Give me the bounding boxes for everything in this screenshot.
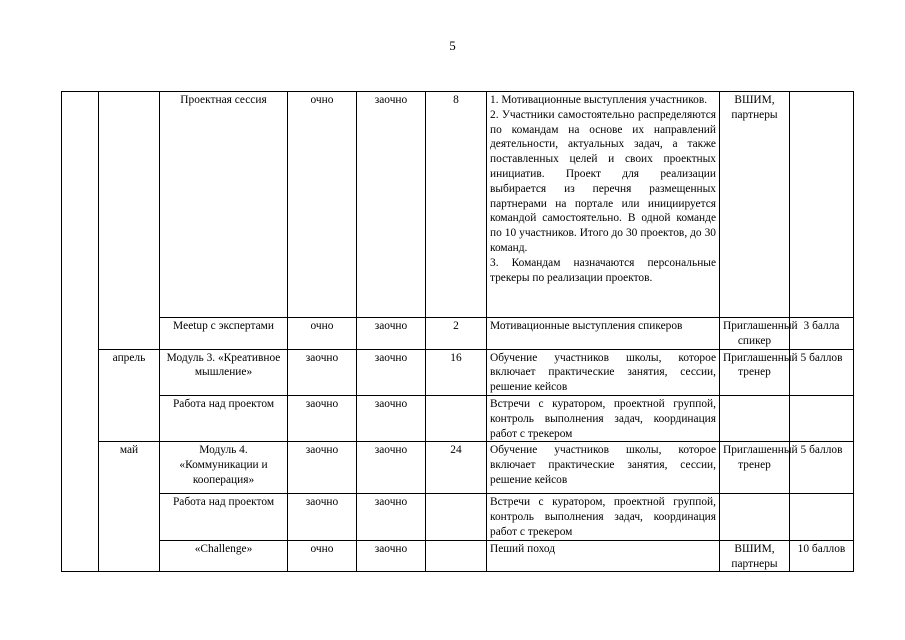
responsible-cell: ВШИМ, партнеры (720, 92, 790, 318)
responsible-cell: Приглашенный тренер (720, 349, 790, 395)
format-cell: очно (288, 318, 357, 350)
description-cell: Пеший поход (487, 540, 720, 572)
hours-cell (426, 395, 487, 441)
mode-cell: заочно (357, 395, 426, 441)
points-cell: 5 баллов (790, 349, 854, 395)
schedule-table (61, 91, 854, 572)
description-cell: Встречи с куратором, проектной группой, контроль выполнения задач, координация работ с трекером (487, 395, 720, 441)
description-cell (487, 92, 720, 318)
format-cell: заочно (288, 494, 357, 540)
responsible-cell: Приглашенный спикер (720, 318, 790, 350)
points-cell (790, 395, 854, 441)
table-row (62, 349, 854, 395)
hours-cell: 24 (426, 442, 487, 494)
activity-cell: Meetup с экспертами (160, 318, 288, 350)
description-line: 2. Участники самостоятельно распределяются по командам на основе их направлений деятельности, актуальных задач, а также поставленных целей и своих проектных инициатив. Проект для реализации выбирается из перечня размещенных партнерами на портале или инициируется командой самостоятельно. В одной команде по 10 участников. Итого до 30 проектов, до 30 команд. (490, 108, 716, 254)
blank-cell (62, 92, 99, 572)
table-row (62, 540, 854, 572)
points-cell (790, 494, 854, 540)
activity-cell: Модуль 4. «Коммуникации и кооперация» (160, 442, 288, 494)
responsible-cell: Приглашенный тренер (720, 442, 790, 494)
table-row (62, 318, 854, 350)
format-cell: заочно (288, 442, 357, 494)
description-line: 3. Командам назначаются персональные трекеры по реализации проектов. (490, 256, 716, 284)
description-cell: Обучение участников школы, которое включает практические занятия, сессии, решение кейсов (487, 442, 720, 494)
responsible-cell: ВШИМ, партнеры (720, 540, 790, 572)
table-row (62, 395, 854, 441)
hours-cell (426, 494, 487, 540)
description-cell: Мотивационные выступления спикеров (487, 318, 720, 350)
table-row (62, 442, 854, 494)
mode-cell: заочно (357, 442, 426, 494)
activity-cell: Работа над проектом (160, 395, 288, 441)
mode-cell: заочно (357, 349, 426, 395)
month-cell (99, 92, 160, 350)
hours-cell: 8 (426, 92, 487, 318)
points-cell (790, 92, 854, 318)
page-number: 5 (449, 38, 456, 53)
points-cell: 3 балла (790, 318, 854, 350)
activity-cell: Работа над проектом (160, 494, 288, 540)
table-row (62, 92, 854, 318)
month-cell: апрель (99, 349, 160, 442)
format-cell: очно (288, 540, 357, 572)
format-cell: очно (288, 92, 357, 318)
format-cell: заочно (288, 349, 357, 395)
mode-cell: заочно (357, 494, 426, 540)
responsible-cell (720, 395, 790, 441)
mode-cell: заочно (357, 540, 426, 572)
description-cell: Обучение участников школы, которое включает практические занятия, сессии, решение кейсов (487, 349, 720, 395)
points-cell: 5 баллов (790, 442, 854, 494)
description-cell: Встречи с куратором, проектной группой, контроль выполнения задач, координация работ с трекером (487, 494, 720, 540)
month-cell: май (99, 442, 160, 572)
hours-cell: 16 (426, 349, 487, 395)
activity-cell: «Challenge» (160, 540, 288, 572)
activity-cell: Модуль 3. «Креативное мышление» (160, 349, 288, 395)
table-row (62, 494, 854, 540)
responsible-cell (720, 494, 790, 540)
points-cell: 10 баллов (790, 540, 854, 572)
mode-cell: заочно (357, 92, 426, 318)
activity-cell: Проектная сессия (160, 92, 288, 318)
hours-cell (426, 540, 487, 572)
mode-cell: заочно (357, 318, 426, 350)
hours-cell: 2 (426, 318, 487, 350)
description-line: 1. Мотивационные выступления участников. (490, 94, 708, 106)
format-cell: заочно (288, 395, 357, 441)
